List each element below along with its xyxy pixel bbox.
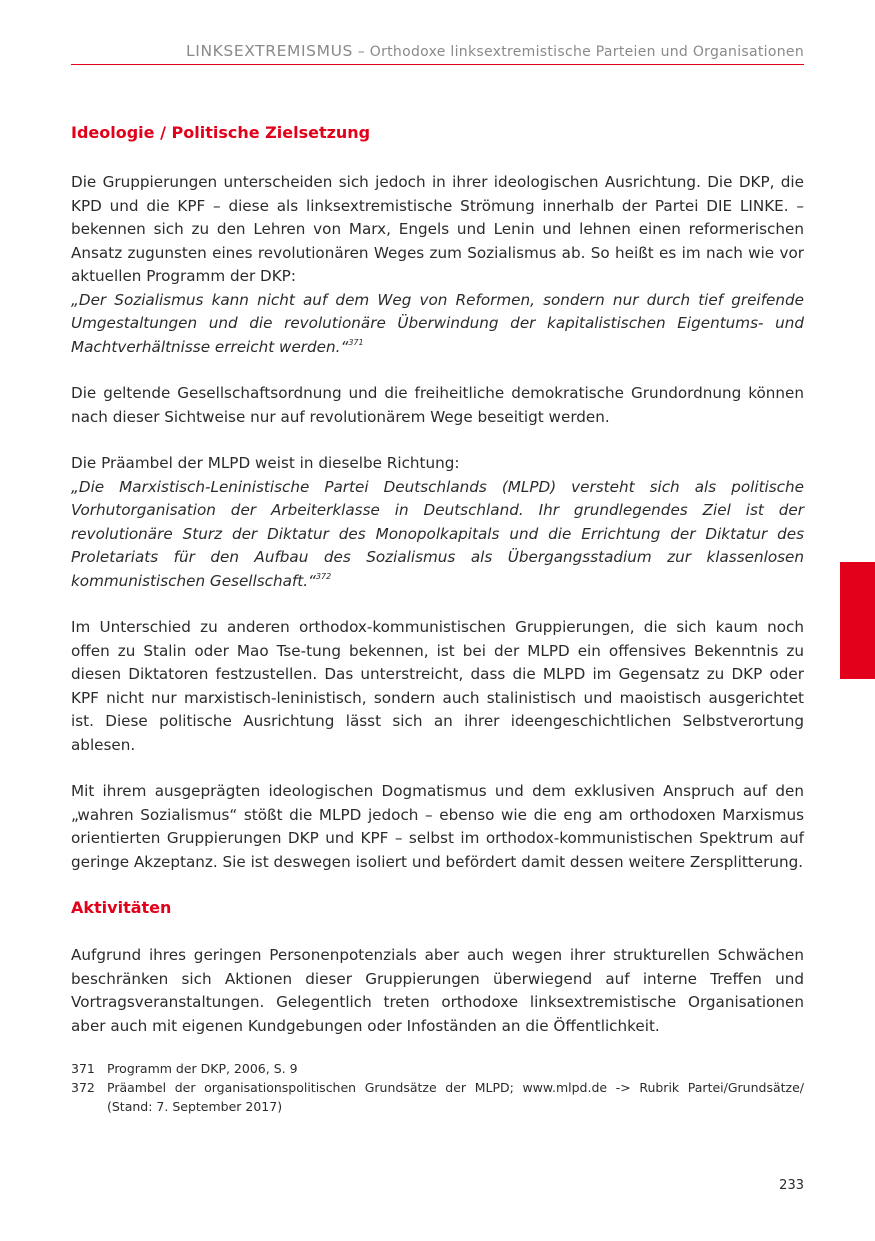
footnote-371	[71, 1059, 804, 1078]
footnote-number: 372	[71, 1080, 95, 1095]
quote-mlpd-text: „Die Marxistisch-Leninistische Partei Deutschlands (MLPD) versteht sich als politische Vorhutorganisation der Arbeiterklasse in Deutschland. Ihr grundlegendes Ziel ist der revolutionäre Sturz der Diktatur des Monopolkapitals und die Errichtung der Diktatur des Proletariats für den Aufbau des Sozialismus als Übergangsstadium zur klassenlosen kommunistischen Gesellschaft.“	[71, 477, 804, 590]
paragraph-aktivitaeten: Aufgrund ihres geringen Personenpotenzials aber auch wegen ihrer strukturellen Schwächen beschränken sich Aktionen dieser Gruppierungen überwiegend auf interne Treffen und Vortragsveranstaltungen. Gelegentlich treten orthodoxe linksextremistische Organisationen aber auch mit eigenen Kundgebungen oder Infoständen an die Öffentlichkeit.	[71, 946, 804, 1035]
quote-dkp	[71, 289, 804, 360]
page-number: 233	[779, 1178, 804, 1193]
paragraph-gesellschaftsordnung: Die geltende Gesellschaftsordnung und die freiheitliche demokratische Grundordnung können nach dieser Sichtweise nur auf revolutionärem Wege beseitigt werden.	[71, 384, 804, 426]
paragraph-dogmatismus: Mit ihrem ausgeprägten ideologischen Dogmatismus und dem exklusiven Anspruch auf den „wahren Sozialismus“ stößt die MLPD jedoch – ebenso wie die eng am orthodoxen Marxismus orientierten Gruppierungen DKP und KPF – selbst im orthodox-kommunistischen Spektrum auf geringe Akzeptanz. Sie ist deswegen isoliert und befördert damit dessen weitere Zersplitterung.	[71, 782, 804, 871]
footnote-ref-371: 371	[348, 337, 364, 347]
footnote-ref-372: 372	[315, 571, 332, 581]
chapter-tab-marker	[840, 562, 875, 679]
quote-dkp-text: „Der Sozialismus kann nicht auf dem Weg von Reformen, sondern nur durch tief greifende Umgestaltungen und die revolutionäre Überwindung der kapitalistischen Eigentums- und Machtverhältnisse erreicht werden.“	[71, 290, 804, 356]
section-heading-ideologie: Ideologie / Politische Zielsetzung	[71, 123, 371, 142]
header-title: LINKSEXTREMISMUS	[186, 42, 353, 60]
section-heading-aktivitaeten: Aktivitäten	[71, 898, 172, 917]
footnotes	[71, 1059, 804, 1116]
header-separator: –	[352, 44, 370, 60]
footnote-372	[71, 1078, 804, 1116]
paragraph-praeambel-intro: Die Präambel der MLPD weist in dieselbe Richtung:	[71, 454, 460, 472]
footnote-text: Präambel der organisationspolitischen Grundsätze der MLPD; www.mlpd.de -> Rubrik Partei/Grundsätze/ (Stand: 7. September 2017)	[107, 1080, 804, 1114]
paragraph-unterschied: Im Unterschied zu anderen orthodox-kommunistischen Gruppierungen, die sich kaum noch offen zu Stalin oder Mao Tse-tung bekennen, ist bei der MLPD ein offensives Bekenntnis zu diesen Diktatoren festzustellen. Das unterstreicht, dass die MLPD im Gegensatz zu DKP oder KPF nicht nur marxistisch-leninistisch, sondern auch stalinistisch und maoistisch ausgerichtet ist. Diese politische Ausrichtung lässt sich an ihrer ideengeschichtlichen Selbstverortung ablesen.	[71, 618, 804, 754]
footnote-text: Programm der DKP, 2006, S. 9	[107, 1061, 298, 1076]
running-header	[71, 42, 804, 60]
main-content	[71, 121, 804, 1038]
paragraph-ausrichtung: Die Gruppierungen unterscheiden sich jedoch in ihrer ideologischen Ausrichtung. Die DKP, die KPD und die KPF – diese als linksextremistische Strömung innerhalb der Partei DIE LINKE. – bekennen sich zu den Lehren von Marx, Engels und Lenin und lehnen einen reformerischen Ansatz zugunsten eines revolutionären Weges zum Sozialismus ab. So heißt es im nach wie vor aktuellen Programm der DKP:	[71, 173, 804, 285]
quote-mlpd	[71, 476, 804, 594]
header-rule	[71, 64, 804, 65]
footnote-number: 371	[71, 1061, 95, 1076]
header-subtitle: Orthodoxe linksextremistische Parteien und Organisationen	[369, 44, 804, 60]
